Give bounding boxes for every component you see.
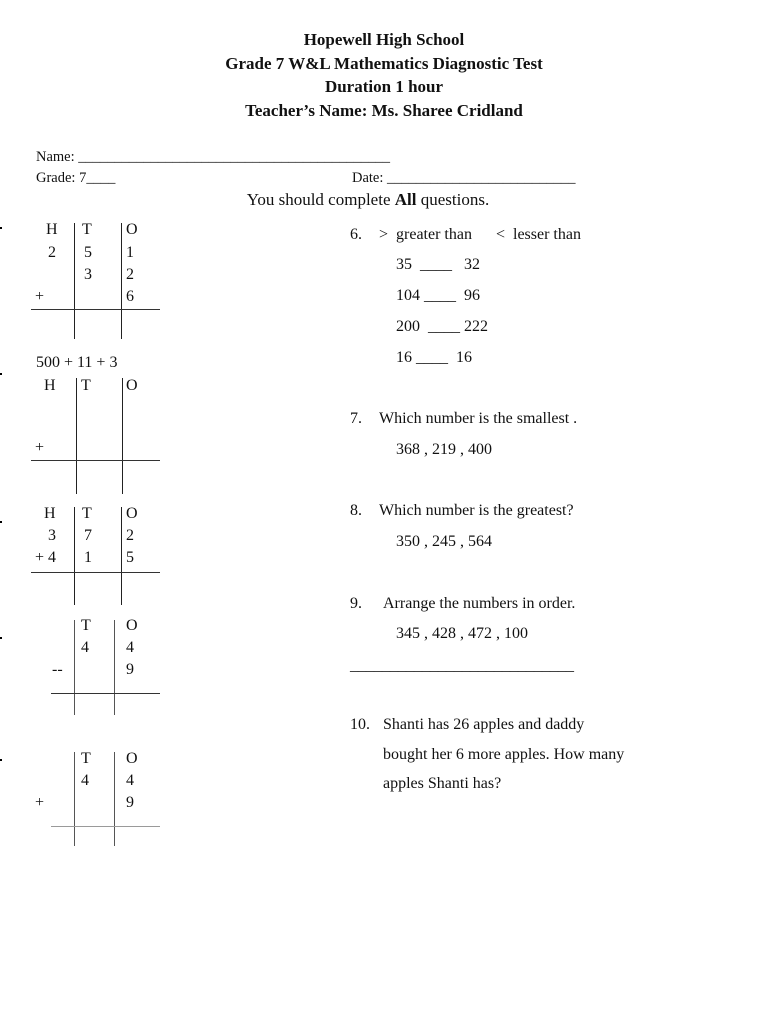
q6-number: 6. [350,226,362,243]
p2-tens-header: T [81,377,91,394]
p3-column-divider [121,507,122,605]
q9-number: 9. [350,595,362,612]
p3-digit: 7 [84,527,92,544]
p3-digit: 1 [84,549,92,566]
q6-comparison: 16 ____ 16 [396,349,472,366]
q8-numbers: 350 , 245 , 564 [396,533,492,550]
test-duration: Duration 1 hour [324,77,444,96]
instructions [0,191,736,208]
p1-digit: 2 [48,244,56,261]
q10-text-line: apples Shanti has? [383,775,502,792]
p3-digit: 2 [126,527,134,544]
q10-number: 10. [350,716,370,733]
p5-sum-line [51,826,160,827]
problem-1-bullet [0,227,2,229]
p4-ones-header: O [126,617,138,634]
p4-column-divider [74,620,75,715]
p4-tens-header: T [81,617,91,634]
p2-ones-header: O [126,377,138,394]
q8-number: 8. [350,502,362,519]
q7-numbers: 368 , 219 , 400 [396,441,492,458]
p3-hundreds-header: H [44,505,56,522]
instructions-bold: All [394,190,417,209]
p1-column-divider [74,223,75,339]
p4-digit: 4 [81,639,89,656]
p1-tens-header: T [82,221,92,238]
q9-answer-line[interactable]: ____________________________ [350,657,574,674]
p5-operator: + [35,794,45,811]
p3-digit: 3 [48,527,56,544]
p1-digit: 2 [126,266,134,283]
problem-3-bullet [0,521,2,523]
p1-digit: 3 [84,266,92,283]
p2-expression: 500 + 11 + 3 [36,354,118,371]
q8-text: Which number is the greatest? [379,502,574,519]
p1-digit: 5 [84,244,92,261]
q10-text-line: bought her 6 more apples. How many [383,746,625,763]
q9-text: Arrange the numbers in order. [383,595,576,612]
p5-column-divider [74,752,75,846]
grade-field[interactable]: Grade: 7____ [36,170,116,186]
p5-column-divider [114,752,115,846]
test-title: Grade 7 W&L Mathematics Diagnostic Test [225,54,543,73]
p5-digit: 9 [126,794,134,811]
q6-legend: > greater than < lesser than [379,226,581,243]
p2-sum-line [31,460,160,461]
p2-operator: + [35,439,45,456]
instructions-post: questions. [416,190,490,209]
q6-comparison: 104 ____ 96 [396,287,480,304]
p4-difference-line [51,693,160,694]
q10-text-line: Shanti has 26 apples and daddy [383,716,585,733]
p5-ones-header: O [126,750,138,767]
p1-sum-line [31,309,160,310]
p2-column-divider [122,378,123,494]
p3-digit: 5 [126,549,134,566]
p5-digit: 4 [126,772,134,789]
problem-4-bullet [0,637,2,639]
p3-ones-header: O [126,505,138,522]
p1-hundreds-header: H [46,221,58,238]
problem-5-bullet [0,759,2,761]
q7-text: Which number is the smallest . [379,410,578,427]
school-name: Hopewell High School [303,30,465,49]
p5-tens-header: T [81,750,91,767]
p3-operator-digit: + 4 [35,549,57,566]
p2-column-divider [76,378,77,494]
date-field[interactable]: Date: __________________________ [352,170,576,186]
p5-digit: 4 [81,772,89,789]
p3-tens-header: T [82,505,92,522]
q6-comparison: 35 ____ 32 [396,256,480,273]
teacher-name: Teacher’s Name: Ms. Sharee Cridland [245,101,523,120]
p1-column-divider [121,223,122,339]
q6-comparison: 200 ____ 222 [396,318,488,335]
q7-number: 7. [350,410,362,427]
problem-2-bullet [0,373,2,375]
p3-sum-line [31,572,160,573]
p3-column-divider [74,507,75,605]
q9-numbers: 345 , 428 , 472 , 100 [396,625,528,642]
p4-digit: 4 [126,639,134,656]
p1-ones-header: O [126,221,138,238]
p1-digit: 1 [126,244,134,261]
p4-column-divider [114,620,115,715]
instructions-pre: You should complete [246,190,395,209]
p1-digit: 6 [126,288,134,305]
p4-digit: 9 [126,661,134,678]
p1-operator: + [35,288,45,305]
p4-operator: -- [52,661,63,678]
p2-hundreds-header: H [44,377,56,394]
name-field[interactable]: Name: ___________________________________________ [36,149,391,165]
